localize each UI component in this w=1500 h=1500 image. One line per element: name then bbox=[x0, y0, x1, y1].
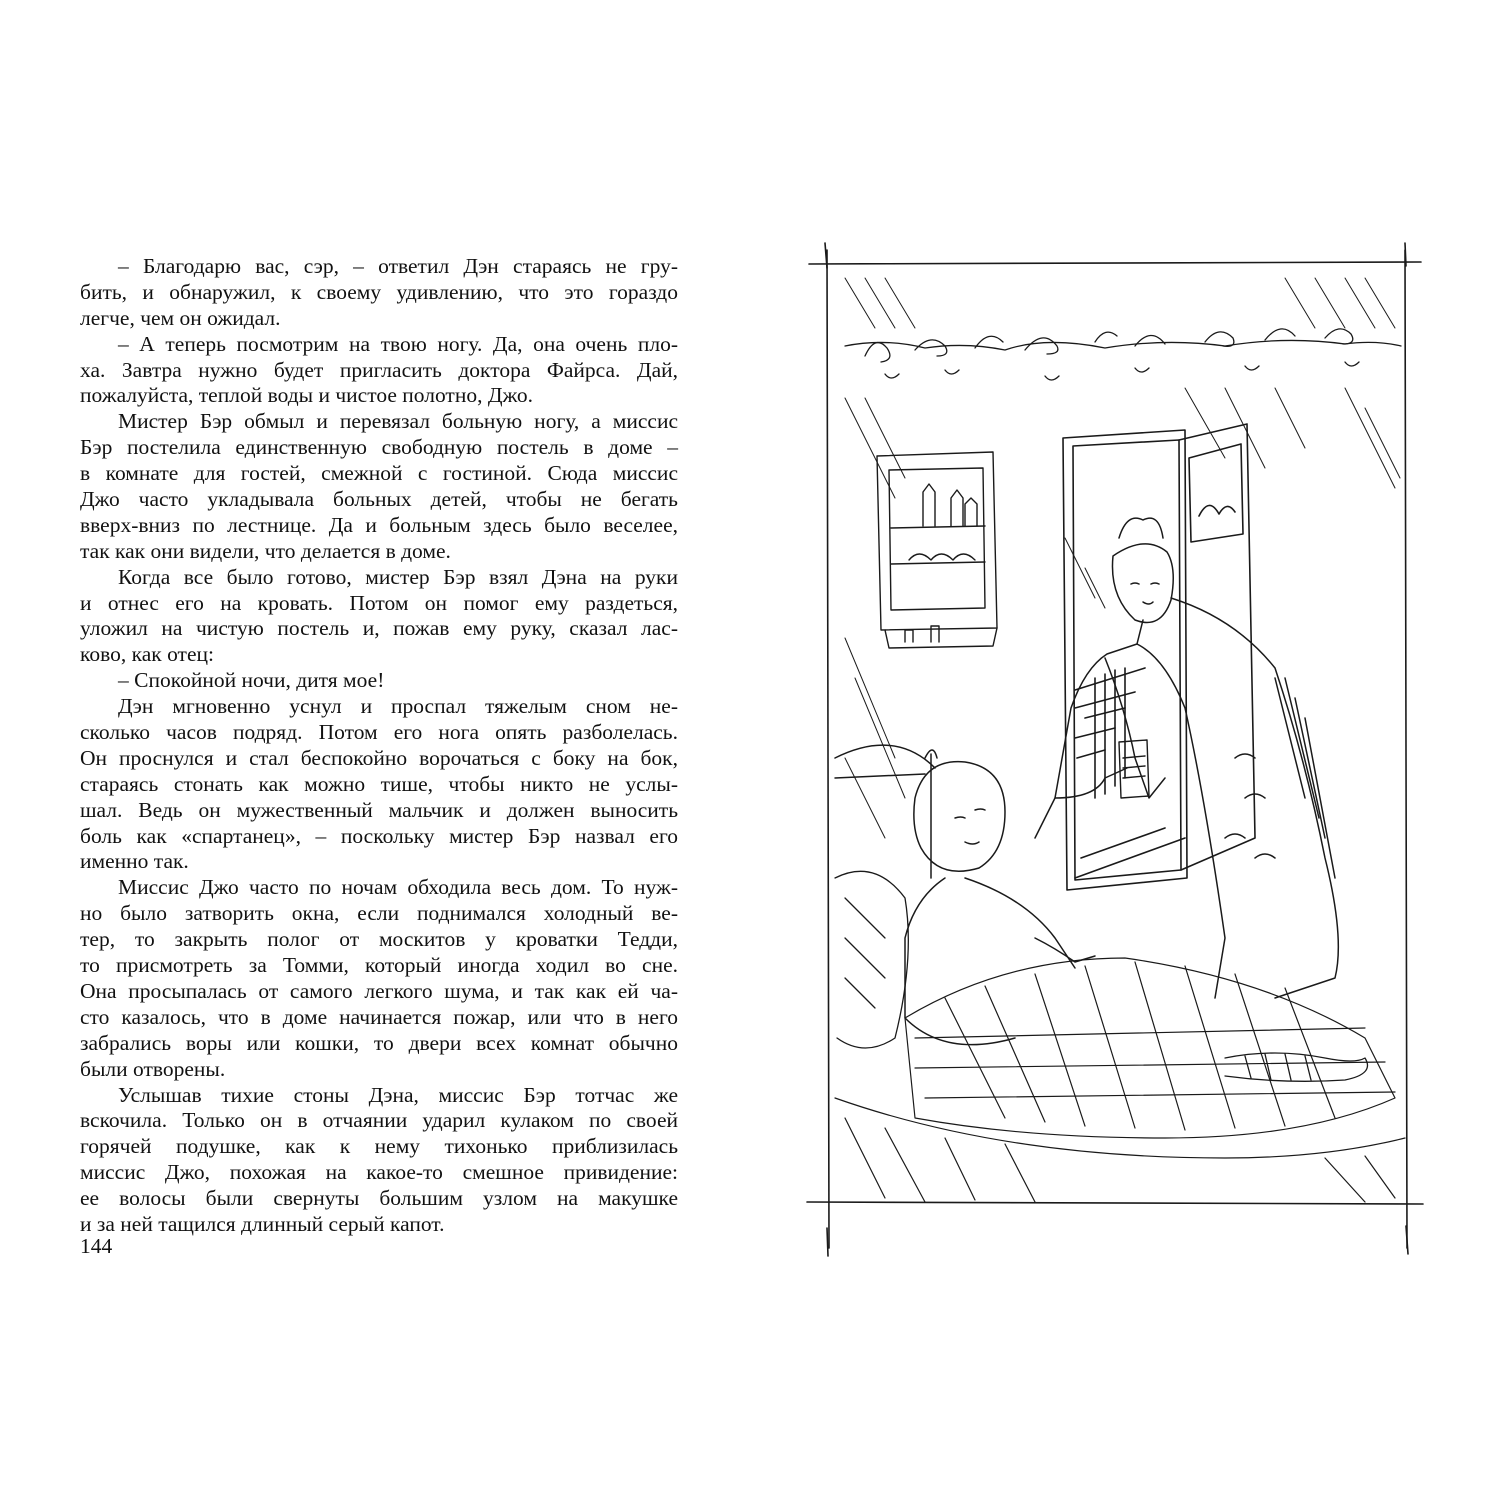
text-line: ково, как отец: bbox=[80, 642, 214, 667]
text-line: стараясь стонать как можно тише, чтобы никто не услы- bbox=[80, 771, 678, 796]
body-text bbox=[80, 254, 678, 1238]
text-line: Услышав тихие стоны Дэна, миссис Бэр тотчас же bbox=[118, 1082, 678, 1107]
doorway bbox=[1063, 424, 1255, 890]
text-line: Она просыпалась от самого легкого шума, и так как ей ча- bbox=[80, 978, 678, 1003]
text-line: горячей подушке, как к нему тихонько приблизилась bbox=[80, 1134, 678, 1159]
text-line: так как они видели, что делается в доме. bbox=[80, 538, 451, 563]
text-line: забрались воры или кошки, то двери всех комнат обычно bbox=[80, 1030, 678, 1055]
text-line: пожалуйста, теплой воды и чистое полотно, Джо. bbox=[80, 383, 533, 408]
wall-cabinet bbox=[877, 452, 997, 648]
page-number: 144 bbox=[80, 1234, 113, 1258]
text-line: то присмотреть за Томми, который иногда ходил во сне. bbox=[80, 953, 678, 978]
text-line: были отворены. bbox=[80, 1056, 226, 1081]
illustration bbox=[805, 238, 1425, 1258]
text-line: – А теперь посмотрим на твою ногу. Да, она очень пло- bbox=[118, 331, 678, 356]
text-line: тер, то закрыть полог от москитов у кроватки Тедди, bbox=[80, 927, 678, 952]
text-line: миссис Джо, похожая на какое-то смешное привидение: bbox=[80, 1160, 678, 1185]
text-line: легче, чем он ожидал. bbox=[80, 305, 281, 330]
text-line: именно так. bbox=[80, 849, 189, 874]
text-line: сколько часов подряд. Потом его нога опять разболелась. bbox=[80, 720, 678, 745]
text-line: Миссис Джо часто по ночам обходила весь дом. То нуж- bbox=[118, 875, 678, 900]
text-line: Он проснулся и стал беспокойно ворочаться с боку на бок, bbox=[80, 745, 678, 770]
text-line: Джо часто укладывала больных детей, чтобы не бегать bbox=[80, 487, 678, 512]
text-line: ха. Завтра нужно будет пригласить доктора Файрса. Дай, bbox=[80, 357, 678, 382]
text-line: сто казалось, что в доме начинается пожар, или что в него bbox=[80, 1004, 678, 1029]
text-line: – Благодарю вас, сэр, – ответил Дэн стараясь не гру- bbox=[118, 254, 678, 278]
bed-base bbox=[835, 1098, 1405, 1202]
text-line: Мистер Бэр обмыл и перевязал больную ногу, а миссис bbox=[118, 409, 678, 434]
text-line: вскочила. Только он в отчаянии ударил кулаком по своей bbox=[80, 1108, 678, 1133]
text-line: Бэр постелила единственную свободную постель в доме – bbox=[80, 435, 678, 460]
text-line: – Спокойной ночи, дитя мое! bbox=[118, 668, 385, 693]
text-line: но было затворить окна, если поднимался холодный ве- bbox=[80, 901, 678, 926]
bandaged-foot bbox=[1225, 1053, 1368, 1081]
frieze-ornament bbox=[845, 329, 1401, 380]
blanket bbox=[905, 958, 1395, 1138]
text-line: бить, и обнаружил, к своему удивлению, что это гораздо bbox=[80, 279, 678, 304]
pillows bbox=[835, 871, 908, 1048]
text-line: шал. Ведь он мужественный мальчик и должен выносить bbox=[80, 797, 678, 822]
text-line: и за ней тащился длинный серый капот. bbox=[80, 1211, 445, 1236]
text-line: ее волосы были свернуты большим узлом на макушке bbox=[80, 1186, 678, 1211]
text-line: уложил на чистую постель и, пожав ему руку, сказал лас- bbox=[80, 616, 678, 641]
text-line: боль как «спартанец», – поскольку мистер Бэр назвал его bbox=[80, 823, 678, 848]
text-line: вверх-вниз по лестнице. Да и больным здесь было веселее, bbox=[80, 512, 678, 537]
text-line: и отнес его на кровать. Потом он помог ему раздеться, bbox=[80, 590, 678, 615]
bed-headboard bbox=[835, 745, 937, 878]
text-line: в комнате для гостей, смежной с гостиной. Сюда миссис bbox=[80, 461, 678, 486]
text-line: Когда все было готово, мистер Бэр взял Дэна на руки bbox=[118, 564, 678, 589]
text-line: Дэн мгновенно уснул и проспал тяжелым сном не- bbox=[118, 694, 678, 719]
